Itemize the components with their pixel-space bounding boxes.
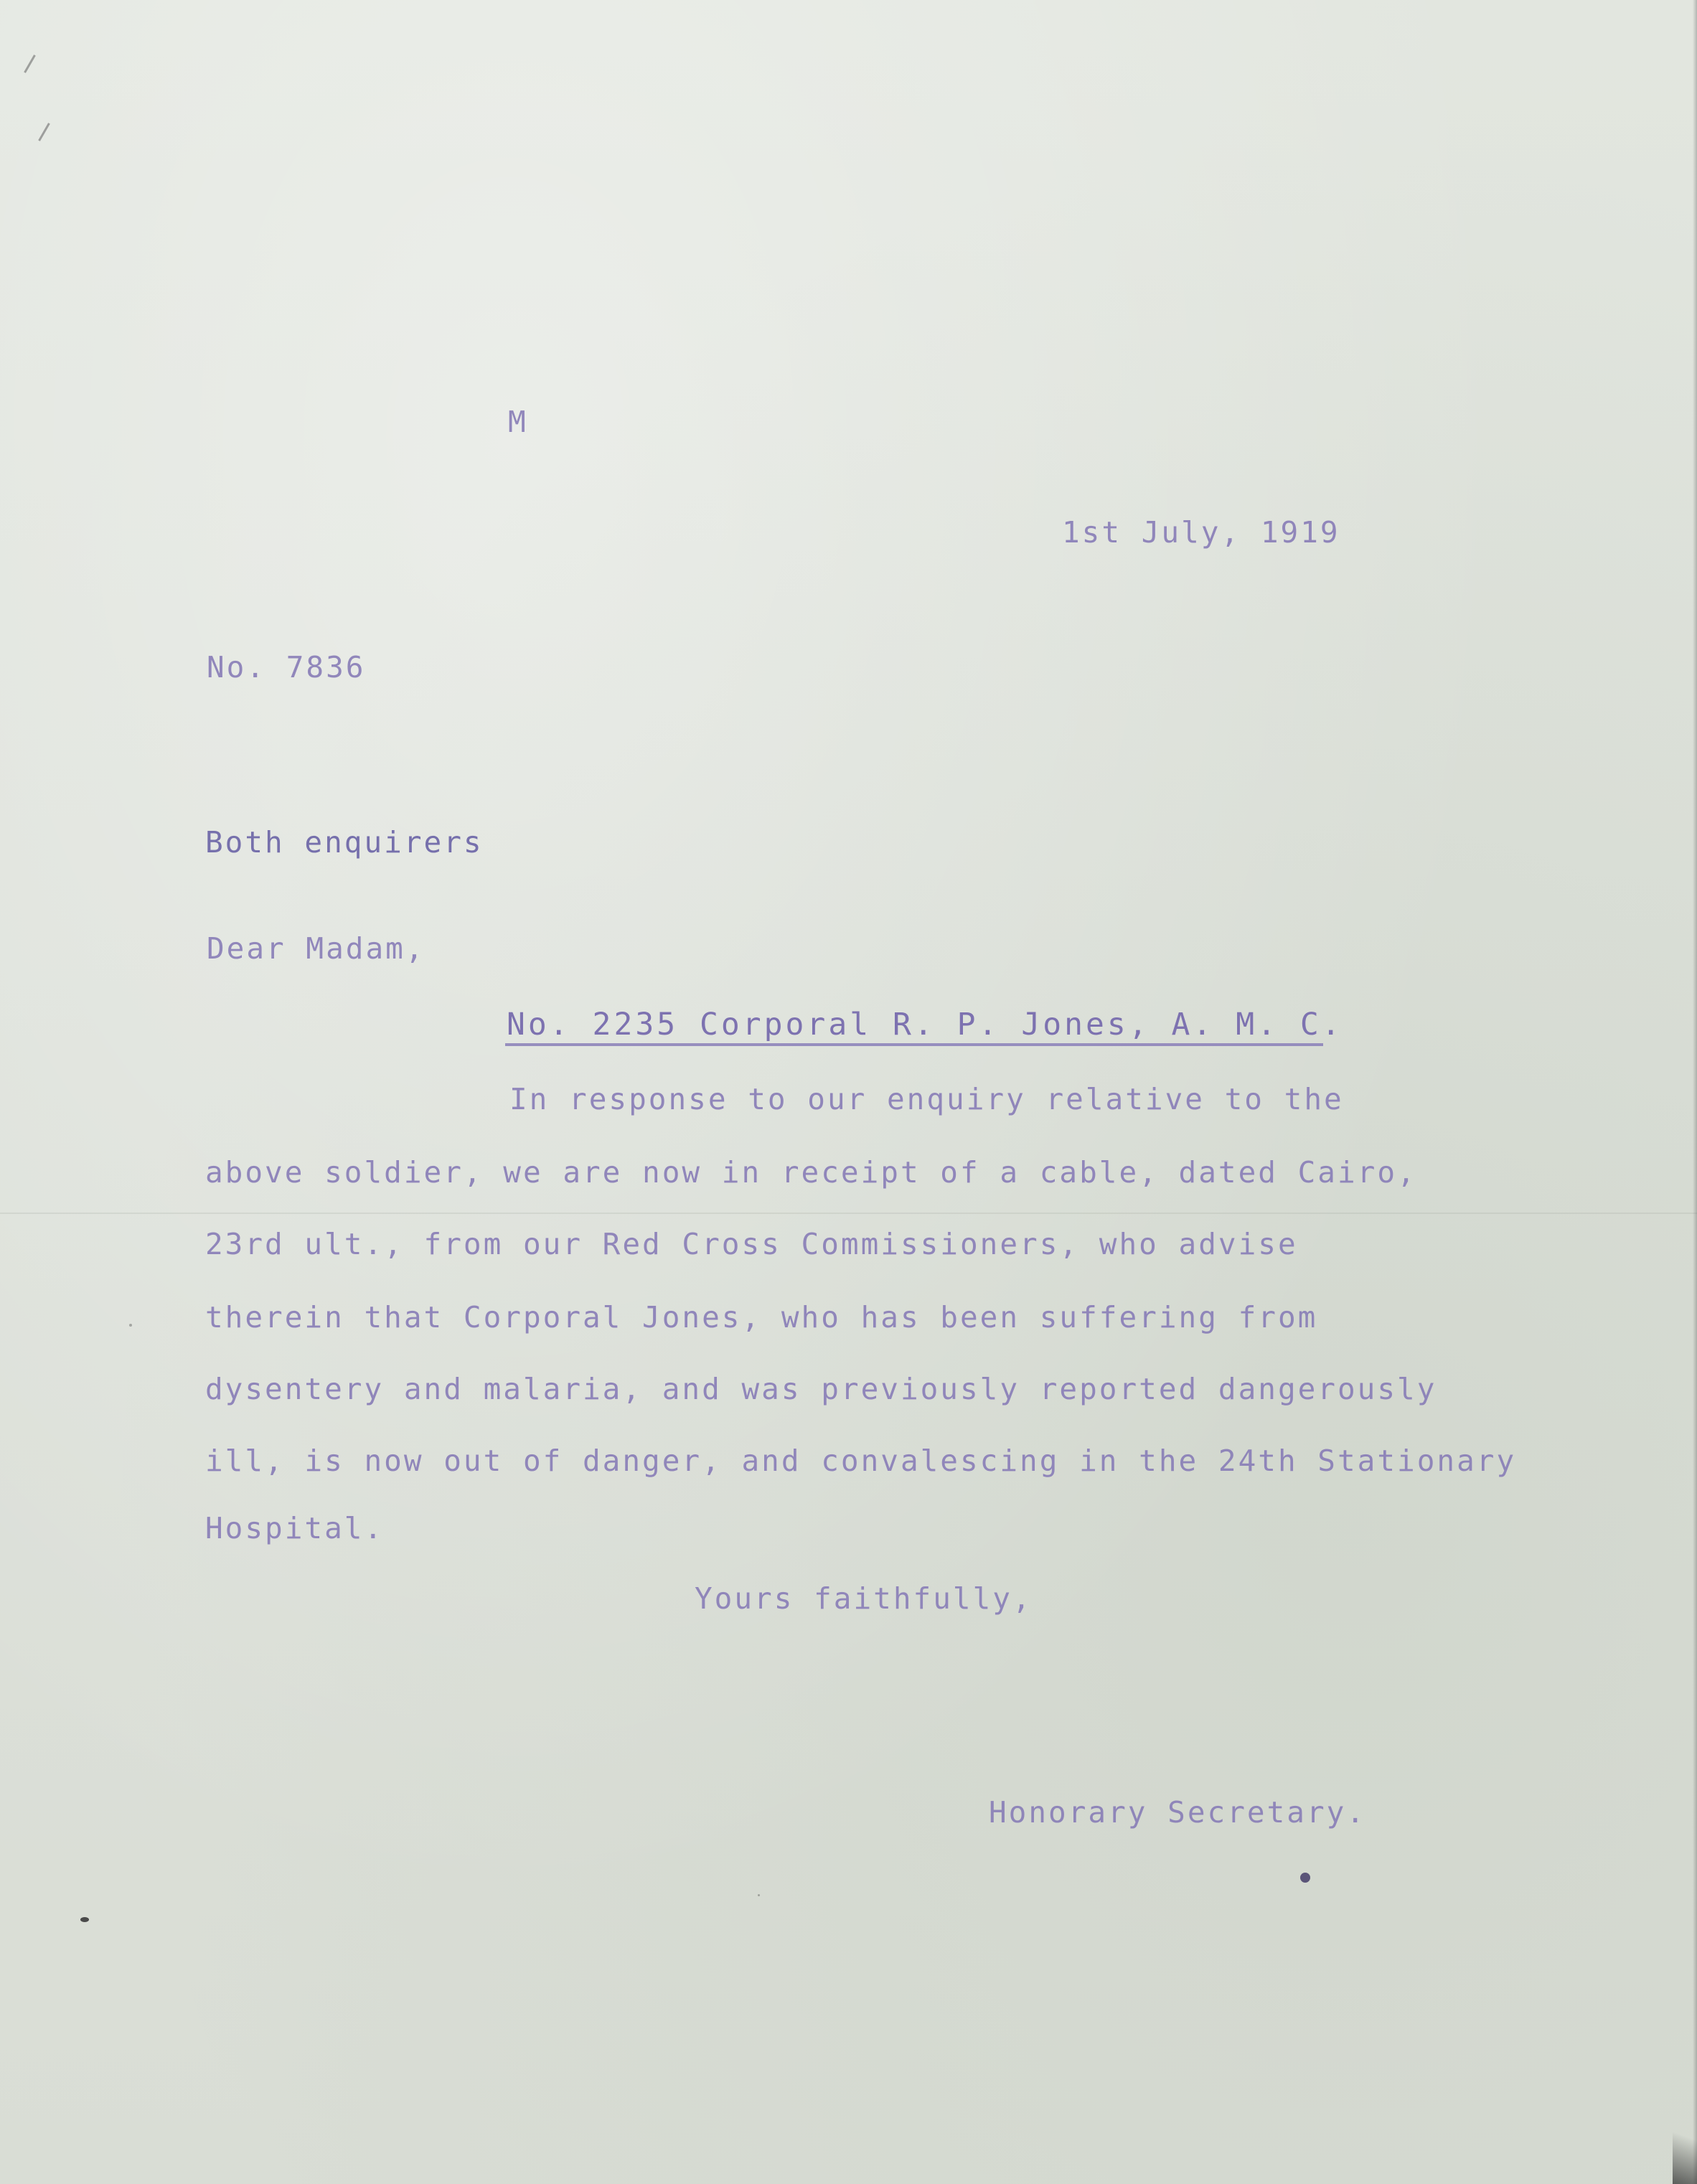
margin-mark	[38, 123, 50, 141]
margin-mark	[24, 55, 36, 73]
body-line: dysentery and malaria, and was previously reported dangerously	[205, 1372, 1437, 1406]
initial-mark: M	[508, 405, 528, 439]
closing: Yours faithfully,	[695, 1581, 1033, 1616]
signature-title: Honorary Secretary.	[989, 1795, 1366, 1830]
letter-date: 1st July, 1919	[1062, 515, 1340, 550]
speck	[758, 1894, 760, 1896]
ink-dot	[1300, 1873, 1310, 1883]
body-line: In response to our enquiry relative to the	[509, 1082, 1344, 1116]
body-line: therein that Corporal Jones, who has been suffering from	[205, 1300, 1318, 1335]
page-corner-shadow	[1673, 2105, 1697, 2184]
salutation: Dear Madam,	[207, 931, 426, 966]
body-line: 23rd ult., from our Red Cross Commissioners, who advise	[205, 1227, 1298, 1261]
addressee: Both enquirers	[205, 825, 484, 860]
body-line: Hospital.	[205, 1511, 385, 1545]
speck	[129, 1324, 132, 1327]
paper-fold-line	[0, 1213, 1697, 1214]
reference-number: No. 7836	[207, 650, 366, 684]
body-line: ill, is now out of danger, and convalescing in the 24th Stationary	[205, 1444, 1517, 1478]
body-line: above soldier, we are now in receipt of a cable, dated Cairo,	[205, 1155, 1417, 1190]
subject-underline	[505, 1043, 1323, 1046]
page-edge-shadow	[1693, 0, 1697, 2184]
speck	[80, 1917, 89, 1922]
subject-line: No. 2235 Corporal R. P. Jones, A. M. C.	[507, 1007, 1343, 1042]
